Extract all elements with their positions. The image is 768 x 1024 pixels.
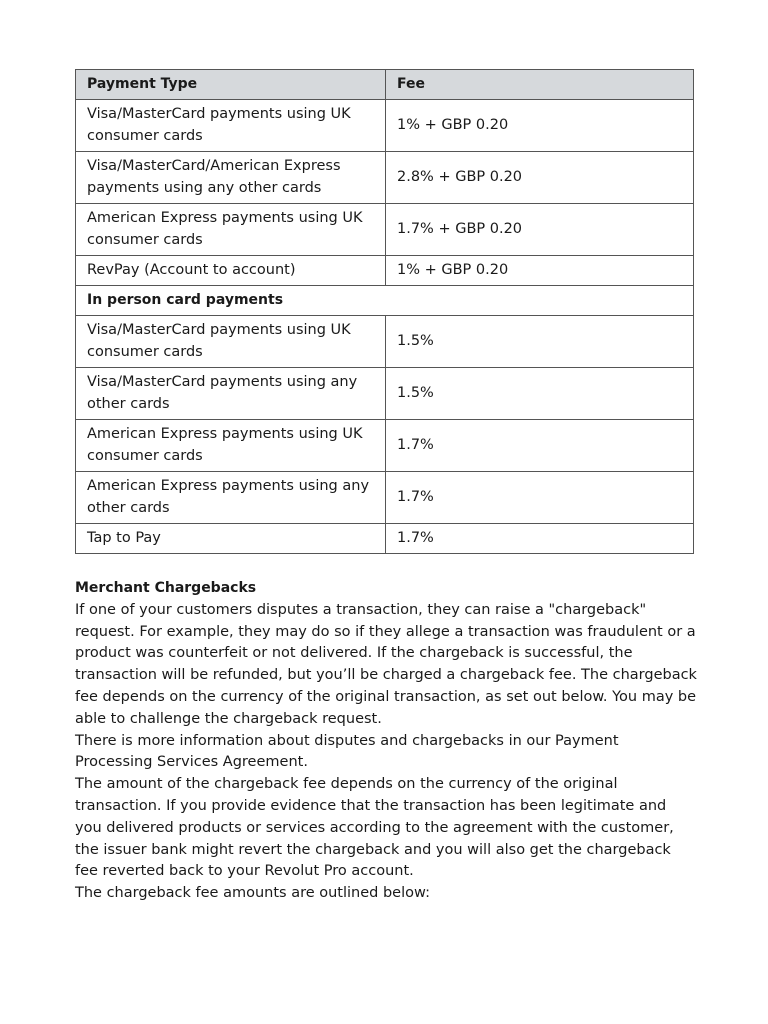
table-row <box>76 256 694 286</box>
fee-cell: 1% + GBP 0.20 <box>386 100 694 152</box>
header-fee: Fee <box>386 70 694 100</box>
payment-type-cell: Visa/MasterCard/American Express payments using any other cards <box>76 152 386 204</box>
fees-table <box>75 69 694 554</box>
table-row <box>76 472 694 524</box>
payment-type-cell: American Express payments using UK consumer cards <box>76 420 386 472</box>
fee-cell: 1% + GBP 0.20 <box>386 256 694 286</box>
fee-cell: 1.7% <box>386 420 694 472</box>
payment-type-cell: Visa/MasterCard payments using any other cards <box>76 368 386 420</box>
table-row <box>76 524 694 554</box>
table-row <box>76 152 694 204</box>
table-row <box>76 368 694 420</box>
fee-cell: 1.5% <box>386 316 694 368</box>
table-row <box>76 420 694 472</box>
payment-type-cell: Visa/MasterCard payments using UK consumer cards <box>76 316 386 368</box>
section-row <box>76 286 694 316</box>
fee-cell: 2.8% + GBP 0.20 <box>386 152 694 204</box>
chargebacks-section <box>75 578 697 905</box>
table-header-row <box>76 70 694 100</box>
payment-type-cell: Tap to Pay <box>76 524 386 554</box>
fee-cell: 1.7% <box>386 472 694 524</box>
payment-type-cell: American Express payments using any other cards <box>76 472 386 524</box>
paragraph: If one of your customers disputes a transaction, they can raise a "chargeback" request. For example, they may do so if they allege a transaction was fraudulent or a product was counterfeit or not delivered. If the chargeback is successful, the transaction will be refunded, but you’ll be charged a chargeback fee. The chargeback fee depends on the currency of the original transaction, as set out below. You may be able to challenge the chargeback request. <box>75 601 697 727</box>
table-row <box>76 316 694 368</box>
fee-cell: 1.7% <box>386 524 694 554</box>
fee-cell: 1.7% + GBP 0.20 <box>386 204 694 256</box>
header-payment-type: Payment Type <box>76 70 386 100</box>
in-person-heading: In person card payments <box>76 286 694 316</box>
paragraph: The chargeback fee amounts are outlined below: <box>75 885 430 902</box>
payment-type-cell: Visa/MasterCard payments using UK consumer cards <box>76 100 386 152</box>
paragraph: There is more information about disputes and chargebacks in our Payment Processing Services Agreement. <box>75 732 619 771</box>
table-row <box>76 204 694 256</box>
table-row <box>76 100 694 152</box>
document-page <box>75 69 697 905</box>
payment-type-cell: RevPay (Account to account) <box>76 256 386 286</box>
payment-type-cell: American Express payments using UK consumer cards <box>76 204 386 256</box>
chargebacks-title: Merchant Chargebacks <box>75 580 257 596</box>
paragraph: The amount of the chargeback fee depends on the currency of the original transaction. If you provide evidence that the transaction has been legitimate and you delivered products or services according to the agreement with the customer, the issuer bank might revert the chargeback and you will also get the chargeback fee reverted back to your Revolut Pro account. <box>75 776 674 880</box>
fee-cell: 1.5% <box>386 368 694 420</box>
